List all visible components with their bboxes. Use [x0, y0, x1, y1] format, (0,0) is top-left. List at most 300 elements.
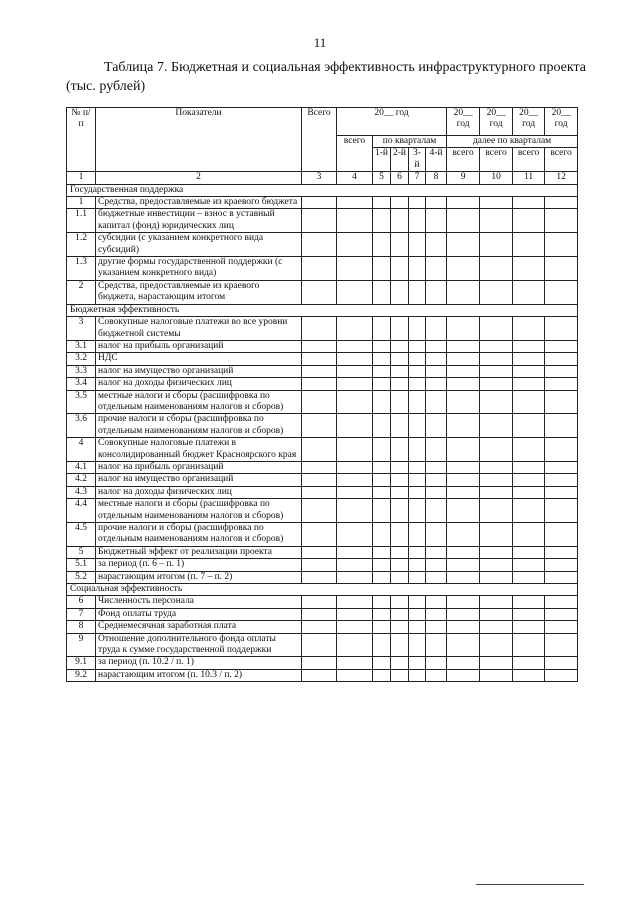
empty-value-cell	[447, 571, 480, 583]
section-row	[67, 304, 578, 316]
empty-value-cell	[391, 438, 409, 462]
empty-value-cell	[447, 559, 480, 571]
row-indicator: прочие налоги и сборы (расшифровка по отдельным наименованиям налогов и сборов)	[96, 414, 302, 438]
table-row	[67, 257, 578, 281]
row-number: 4.4	[67, 499, 96, 523]
empty-value-cell	[426, 378, 447, 390]
empty-value-cell	[337, 365, 373, 377]
empty-value-cell	[409, 378, 426, 390]
empty-value-cell	[373, 621, 391, 633]
empty-value-cell	[480, 257, 513, 281]
empty-value-cell	[447, 608, 480, 620]
empty-value-cell	[545, 596, 578, 608]
empty-value-cell	[513, 438, 545, 462]
empty-value-cell	[513, 461, 545, 473]
empty-value-cell	[480, 546, 513, 558]
empty-value-cell	[337, 523, 373, 547]
row-indicator: бюджетные инвестиции – взнос в уставный капитал (фонд) юридических лиц	[96, 209, 302, 233]
empty-value-cell	[302, 669, 337, 681]
empty-value-cell	[391, 197, 409, 209]
empty-value-cell	[513, 657, 545, 669]
empty-value-cell	[447, 197, 480, 209]
empty-value-cell	[373, 474, 391, 486]
empty-value-cell	[337, 390, 373, 414]
empty-value-cell	[373, 438, 391, 462]
empty-value-cell	[409, 633, 426, 657]
empty-value-cell	[545, 461, 578, 473]
empty-value-cell	[480, 365, 513, 377]
empty-value-cell	[391, 546, 409, 558]
row-indicator: налог на доходы физических лиц	[96, 486, 302, 498]
section-row	[67, 584, 578, 596]
empty-value-cell	[513, 365, 545, 377]
empty-value-cell	[302, 621, 337, 633]
empty-value-cell	[513, 474, 545, 486]
empty-value-cell	[480, 209, 513, 233]
row-number: 4	[67, 438, 96, 462]
column-number: 3	[302, 172, 337, 184]
empty-value-cell	[391, 621, 409, 633]
row-indicator: налог на имущество организаций	[96, 474, 302, 486]
row-number: 3.2	[67, 353, 96, 365]
empty-value-cell	[302, 596, 337, 608]
empty-value-cell	[391, 390, 409, 414]
table-row	[67, 340, 578, 352]
empty-value-cell	[391, 353, 409, 365]
empty-value-cell	[391, 474, 409, 486]
empty-value-cell	[545, 523, 578, 547]
empty-value-cell	[409, 317, 426, 341]
empty-value-cell	[302, 499, 337, 523]
empty-value-cell	[391, 317, 409, 341]
empty-value-cell	[545, 621, 578, 633]
header-further-by-quarters: далее по кварталам	[447, 136, 578, 148]
empty-value-cell	[480, 280, 513, 304]
empty-value-cell	[409, 571, 426, 583]
empty-value-cell	[337, 280, 373, 304]
table-row	[67, 378, 578, 390]
empty-value-cell	[302, 233, 337, 257]
table-header	[67, 108, 578, 185]
empty-value-cell	[545, 365, 578, 377]
table-title: Таблица 7. Бюджетная и социальная эффективность инфраструктурного проекта (тыс. рублей)	[66, 60, 586, 94]
empty-value-cell	[447, 280, 480, 304]
table-container	[66, 107, 577, 682]
empty-value-cell	[426, 209, 447, 233]
empty-value-cell	[337, 197, 373, 209]
row-indicator: Совокупные налоговые платежи во все уровни бюджетной системы	[96, 317, 302, 341]
row-indicator: Фонд оплаты труда	[96, 608, 302, 620]
table-row	[67, 621, 578, 633]
table-row	[67, 474, 578, 486]
empty-value-cell	[409, 209, 426, 233]
empty-value-cell	[447, 523, 480, 547]
empty-value-cell	[480, 390, 513, 414]
empty-value-cell	[409, 523, 426, 547]
table-row	[67, 523, 578, 547]
empty-value-cell	[302, 438, 337, 462]
empty-value-cell	[409, 414, 426, 438]
empty-value-cell	[513, 390, 545, 414]
empty-value-cell	[337, 669, 373, 681]
empty-value-cell	[373, 197, 391, 209]
empty-value-cell	[480, 486, 513, 498]
empty-value-cell	[426, 499, 447, 523]
header-year-col: 20__ год	[545, 108, 578, 136]
row-number: 5.2	[67, 571, 96, 583]
header-indicators: Показатели	[96, 108, 302, 172]
row-indicator: налог на доходы физических лиц	[96, 378, 302, 390]
section-title: Государственная поддержка	[67, 184, 578, 196]
empty-value-cell	[480, 378, 513, 390]
column-number: 6	[391, 172, 409, 184]
header-by-quarters: по кварталам	[373, 136, 447, 148]
empty-value-cell	[480, 474, 513, 486]
empty-value-cell	[391, 559, 409, 571]
empty-value-cell	[426, 461, 447, 473]
empty-value-cell	[409, 559, 426, 571]
table-row	[67, 438, 578, 462]
empty-value-cell	[545, 209, 578, 233]
header-year-group: 20__ год	[337, 108, 447, 136]
table-row	[67, 669, 578, 681]
empty-value-cell	[302, 317, 337, 341]
empty-value-cell	[391, 499, 409, 523]
row-indicator: прочие налоги и сборы (расшифровка по отдельным наименованиям налогов и сборов)	[96, 523, 302, 547]
empty-value-cell	[391, 523, 409, 547]
empty-value-cell	[337, 353, 373, 365]
column-number: 12	[545, 172, 578, 184]
empty-value-cell	[545, 559, 578, 571]
row-indicator: субсидии (с указанием конкретного вида субсидий)	[96, 233, 302, 257]
row-indicator: нарастающим итогом (п. 7 – п. 2)	[96, 571, 302, 583]
column-number: 11	[513, 172, 545, 184]
empty-value-cell	[480, 499, 513, 523]
empty-value-cell	[480, 438, 513, 462]
empty-value-cell	[545, 340, 578, 352]
column-number-row	[67, 172, 578, 184]
header-quarter: 2-й	[391, 148, 409, 172]
empty-value-cell	[513, 280, 545, 304]
empty-value-cell	[513, 633, 545, 657]
empty-value-cell	[337, 257, 373, 281]
empty-value-cell	[426, 474, 447, 486]
empty-value-cell	[373, 461, 391, 473]
empty-value-cell	[426, 340, 447, 352]
empty-value-cell	[337, 559, 373, 571]
empty-value-cell	[426, 353, 447, 365]
empty-value-cell	[545, 474, 578, 486]
empty-value-cell	[409, 486, 426, 498]
row-number: 9.2	[67, 669, 96, 681]
empty-value-cell	[480, 233, 513, 257]
empty-value-cell	[391, 257, 409, 281]
empty-value-cell	[409, 669, 426, 681]
empty-value-cell	[409, 596, 426, 608]
column-number: 1	[67, 172, 96, 184]
empty-value-cell	[391, 365, 409, 377]
empty-value-cell	[447, 657, 480, 669]
empty-value-cell	[373, 280, 391, 304]
empty-value-cell	[302, 474, 337, 486]
empty-value-cell	[391, 209, 409, 233]
empty-value-cell	[426, 633, 447, 657]
empty-value-cell	[480, 414, 513, 438]
row-indicator: другие формы государственной поддержки (с указанием конкретного вида)	[96, 257, 302, 281]
empty-value-cell	[513, 378, 545, 390]
empty-value-cell	[373, 486, 391, 498]
empty-value-cell	[302, 546, 337, 558]
empty-value-cell	[409, 390, 426, 414]
empty-value-cell	[302, 280, 337, 304]
section-title: Бюджетная эффективность	[67, 304, 578, 316]
empty-value-cell	[447, 414, 480, 438]
empty-value-cell	[447, 621, 480, 633]
empty-value-cell	[409, 438, 426, 462]
empty-value-cell	[373, 390, 391, 414]
empty-value-cell	[391, 633, 409, 657]
empty-value-cell	[480, 621, 513, 633]
empty-value-cell	[302, 365, 337, 377]
section-row	[67, 184, 578, 196]
empty-value-cell	[480, 669, 513, 681]
empty-value-cell	[409, 608, 426, 620]
empty-value-cell	[513, 340, 545, 352]
empty-value-cell	[545, 233, 578, 257]
empty-value-cell	[302, 257, 337, 281]
row-number: 3	[67, 317, 96, 341]
empty-value-cell	[480, 340, 513, 352]
empty-value-cell	[409, 546, 426, 558]
table-row	[67, 571, 578, 583]
empty-value-cell	[480, 657, 513, 669]
empty-value-cell	[426, 317, 447, 341]
empty-value-cell	[373, 378, 391, 390]
empty-value-cell	[513, 353, 545, 365]
empty-value-cell	[426, 486, 447, 498]
empty-value-cell	[373, 340, 391, 352]
empty-value-cell	[545, 280, 578, 304]
row-number: 6	[67, 596, 96, 608]
empty-value-cell	[545, 317, 578, 341]
empty-value-cell	[426, 596, 447, 608]
empty-value-cell	[545, 633, 578, 657]
empty-value-cell	[409, 280, 426, 304]
row-number: 5	[67, 546, 96, 558]
table-row	[67, 657, 578, 669]
table-row	[67, 546, 578, 558]
empty-value-cell	[391, 414, 409, 438]
empty-value-cell	[373, 546, 391, 558]
row-number: 5.1	[67, 559, 96, 571]
empty-value-cell	[447, 378, 480, 390]
header-year-col: 20__ год	[480, 108, 513, 136]
empty-value-cell	[426, 280, 447, 304]
empty-value-cell	[337, 317, 373, 341]
empty-value-cell	[513, 486, 545, 498]
empty-value-cell	[373, 669, 391, 681]
empty-value-cell	[391, 596, 409, 608]
empty-value-cell	[545, 486, 578, 498]
row-indicator: Бюджетный эффект от реализации проекта	[96, 546, 302, 558]
empty-value-cell	[480, 633, 513, 657]
header-number: № п/п	[67, 108, 96, 172]
empty-value-cell	[302, 633, 337, 657]
column-number: 8	[426, 172, 447, 184]
empty-value-cell	[426, 621, 447, 633]
empty-value-cell	[426, 571, 447, 583]
empty-value-cell	[513, 596, 545, 608]
empty-value-cell	[480, 596, 513, 608]
empty-value-cell	[391, 669, 409, 681]
row-number: 3.6	[67, 414, 96, 438]
empty-value-cell	[447, 438, 480, 462]
table-row	[67, 353, 578, 365]
empty-value-cell	[409, 474, 426, 486]
empty-value-cell	[480, 353, 513, 365]
empty-value-cell	[373, 257, 391, 281]
empty-value-cell	[409, 365, 426, 377]
empty-value-cell	[447, 257, 480, 281]
empty-value-cell	[302, 197, 337, 209]
row-indicator: Среднемесячная заработная плата	[96, 621, 302, 633]
empty-value-cell	[391, 486, 409, 498]
row-indicator: местные налоги и сборы (расшифровка по отдельным наименованиям налогов и сборов)	[96, 499, 302, 523]
table-row	[67, 209, 578, 233]
empty-value-cell	[480, 608, 513, 620]
empty-value-cell	[391, 378, 409, 390]
row-number: 3.1	[67, 340, 96, 352]
empty-value-cell	[480, 197, 513, 209]
empty-value-cell	[513, 257, 545, 281]
empty-value-cell	[513, 571, 545, 583]
empty-value-cell	[373, 499, 391, 523]
empty-value-cell	[480, 461, 513, 473]
empty-value-cell	[426, 414, 447, 438]
table-row	[67, 633, 578, 657]
empty-value-cell	[426, 546, 447, 558]
header-quarter: 3-й	[409, 148, 426, 172]
empty-value-cell	[391, 608, 409, 620]
header-further-total: всего	[545, 148, 578, 172]
row-number: 4.5	[67, 523, 96, 547]
table-row	[67, 414, 578, 438]
row-number: 1	[67, 197, 96, 209]
empty-value-cell	[337, 499, 373, 523]
empty-value-cell	[337, 571, 373, 583]
empty-value-cell	[545, 657, 578, 669]
empty-value-cell	[480, 559, 513, 571]
row-indicator: налог на прибыль организаций	[96, 340, 302, 352]
row-indicator: Совокупные налоговые платежи в консолидированный бюджет Красноярского края	[96, 438, 302, 462]
table-row	[67, 559, 578, 571]
row-number: 7	[67, 608, 96, 620]
row-number: 9	[67, 633, 96, 657]
row-number: 3.5	[67, 390, 96, 414]
empty-value-cell	[545, 571, 578, 583]
table-body	[67, 184, 578, 682]
empty-value-cell	[373, 559, 391, 571]
empty-value-cell	[337, 633, 373, 657]
empty-value-cell	[545, 390, 578, 414]
column-number: 4	[337, 172, 373, 184]
header-quarter: 1-й	[373, 148, 391, 172]
footer-rule	[476, 884, 584, 885]
header-year-col: 20__ год	[447, 108, 480, 136]
empty-value-cell	[447, 499, 480, 523]
empty-value-cell	[337, 596, 373, 608]
empty-value-cell	[337, 340, 373, 352]
row-number: 4.2	[67, 474, 96, 486]
row-indicator: Средства, предоставляемые из краевого бюджета, нарастающим итогом	[96, 280, 302, 304]
empty-value-cell	[545, 669, 578, 681]
column-number: 7	[409, 172, 426, 184]
empty-value-cell	[545, 197, 578, 209]
empty-value-cell	[302, 608, 337, 620]
empty-value-cell	[426, 197, 447, 209]
empty-value-cell	[545, 546, 578, 558]
empty-value-cell	[426, 390, 447, 414]
empty-value-cell	[409, 621, 426, 633]
empty-value-cell	[480, 317, 513, 341]
row-number: 9.1	[67, 657, 96, 669]
table-row	[67, 499, 578, 523]
empty-value-cell	[545, 438, 578, 462]
empty-value-cell	[447, 633, 480, 657]
empty-value-cell	[302, 571, 337, 583]
empty-value-cell	[373, 365, 391, 377]
section-title: Социальная эффективность	[67, 584, 578, 596]
row-indicator: НДС	[96, 353, 302, 365]
budget-efficiency-table	[66, 107, 578, 682]
empty-value-cell	[373, 571, 391, 583]
empty-value-cell	[447, 365, 480, 377]
header-year-col: 20__ год	[513, 108, 545, 136]
row-indicator: нарастающим итогом (п. 10.3 / п. 2)	[96, 669, 302, 681]
empty-value-cell	[391, 571, 409, 583]
empty-value-cell	[302, 559, 337, 571]
table-row	[67, 280, 578, 304]
empty-value-cell	[302, 461, 337, 473]
empty-value-cell	[373, 608, 391, 620]
empty-value-cell	[426, 523, 447, 547]
empty-value-cell	[373, 317, 391, 341]
empty-value-cell	[373, 414, 391, 438]
empty-value-cell	[409, 657, 426, 669]
empty-value-cell	[480, 571, 513, 583]
empty-value-cell	[373, 596, 391, 608]
empty-value-cell	[447, 233, 480, 257]
empty-value-cell	[409, 197, 426, 209]
empty-value-cell	[513, 546, 545, 558]
empty-value-cell	[302, 414, 337, 438]
row-indicator: за период (п. 6 – п. 1)	[96, 559, 302, 571]
header-further-total: всего	[447, 148, 480, 172]
empty-value-cell	[513, 559, 545, 571]
empty-value-cell	[302, 378, 337, 390]
empty-value-cell	[426, 559, 447, 571]
empty-value-cell	[302, 657, 337, 669]
empty-value-cell	[337, 233, 373, 257]
empty-value-cell	[447, 474, 480, 486]
empty-value-cell	[480, 523, 513, 547]
empty-value-cell	[302, 340, 337, 352]
empty-value-cell	[426, 438, 447, 462]
header-further-total: всего	[480, 148, 513, 172]
empty-value-cell	[337, 474, 373, 486]
empty-value-cell	[513, 669, 545, 681]
table-row	[67, 608, 578, 620]
